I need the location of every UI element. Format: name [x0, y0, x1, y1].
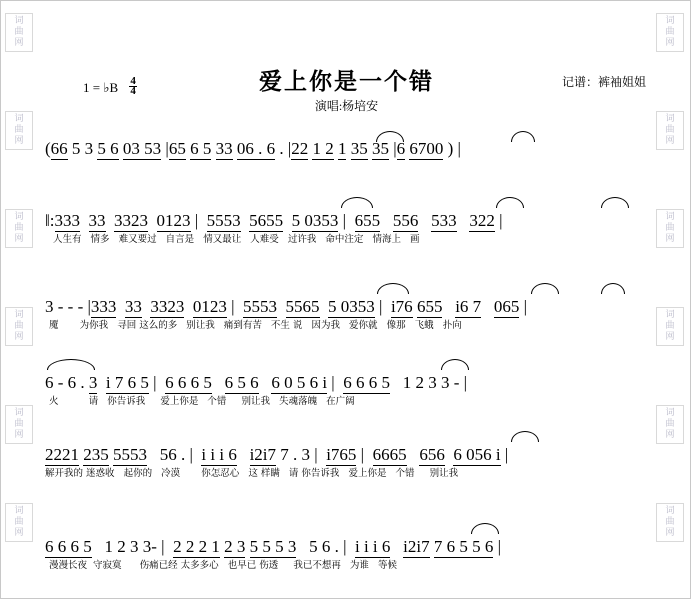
lyrics-line: 解开我的 迷惑收 起你的 冷漠 你怎忍心 这 样瞒 请 你告诉我 爱上你是 个错 别让我 [45, 468, 459, 479]
slur-arc [531, 283, 559, 294]
slur-arc [471, 523, 499, 534]
transcriber-credit: 记谱：裤袖姐姐 [561, 75, 646, 89]
slur-arc [377, 283, 409, 294]
notation-line: 6 6 6 5 1 2 3 3- | 2 2 2 1 2 3 5 5 5 3 5 6 . | i i i 6 i2i7 7 6 5 5 6 | [45, 537, 502, 556]
score-body [41, 1, 652, 600]
slur-arc [511, 131, 535, 142]
page-title: 爱上你是一个错 [259, 69, 434, 94]
watermark: 词 曲 网 [5, 503, 33, 542]
performer-line: 演唱:杨培安 [314, 99, 379, 113]
tie-group [41, 431, 652, 445]
time-signature-denominator: 4 [130, 85, 136, 97]
watermark: 词 曲 网 [656, 13, 684, 52]
music-system [41, 359, 652, 408]
music-system [41, 129, 652, 159]
tie-group [41, 197, 652, 211]
watermark-column-left [5, 1, 35, 600]
time-signature-numerator: 4 [130, 75, 136, 87]
notation-line: 6 - 6 . 3 i 7 6 5 | 6 6 6 5 6 5 6 6 0 5 6 i | 6 6 6 5 1 2 3 3 - | [45, 373, 468, 392]
slur-arc [601, 197, 629, 208]
slur-arc [376, 131, 404, 142]
lyrics-line: 魇 为你我 寻回 这么的多 别让我 痛到有苦 不生 说 因为我 爱你就 像那 飞蛾 扑向 [49, 320, 462, 331]
watermark: 词 曲 网 [5, 405, 33, 444]
notation-line: 3 - - - |333 33 3323 0123 | 5553 5565 5 0353 | i76 655 i6 7 065 | [45, 297, 528, 316]
watermark: 词 曲 网 [5, 209, 33, 248]
lyrics-line: 火 请 你告诉我 爱上你是 个错 别让我 失魂落魄 在广阔 [49, 396, 355, 407]
tie-group [41, 129, 652, 143]
watermark: 词 曲 网 [656, 307, 684, 346]
music-system [41, 431, 652, 480]
slur-arc [511, 431, 539, 442]
watermark: 词 曲 网 [656, 503, 684, 542]
slur-arc [496, 197, 524, 208]
music-system [41, 197, 652, 246]
slur-arc [601, 283, 625, 294]
watermark-column-right [656, 1, 686, 600]
watermark: 词 曲 网 [656, 209, 684, 248]
tie-group [41, 359, 652, 373]
slur-arc [441, 359, 469, 370]
lyrics-line: 漫漫长夜 守寂寞 伤痛已经 太多多心 也早已 伤透 我已不想再 为谁 等候 [49, 560, 397, 571]
tie-group [41, 283, 652, 297]
tie-group [41, 523, 652, 537]
slur-arc [47, 359, 95, 370]
notation-line: 2221 235 5553 56 . | i i i 6 i2i7 7 . 3 | i765 | 6665 656 6 056 i | [45, 445, 509, 464]
key-signature-label: 1 = ♭B [83, 80, 119, 95]
music-system [41, 283, 652, 332]
notation-line: ‖:333 33 3323 0123 | 5553 5655 5 0353 | 655 556 533 322 | [45, 211, 503, 230]
slur-arc [341, 197, 373, 208]
notation-line: (66 5 3 5 6 03 53 |65 6 5 33 06 . 6 . |22 1 2 1 35 35 |6 6700 ) | [45, 139, 461, 158]
watermark: 词 曲 网 [5, 307, 33, 346]
lyrics-line: 人生有 情多 难又要过 自言是 情又最让 人难受 过许我 命中注定 情海上 画 [53, 234, 420, 245]
watermark: 词 曲 网 [5, 13, 33, 52]
watermark: 词 曲 网 [656, 405, 684, 444]
music-system [41, 523, 652, 572]
watermark: 词 曲 网 [656, 111, 684, 150]
watermark: 词 曲 网 [5, 111, 33, 150]
